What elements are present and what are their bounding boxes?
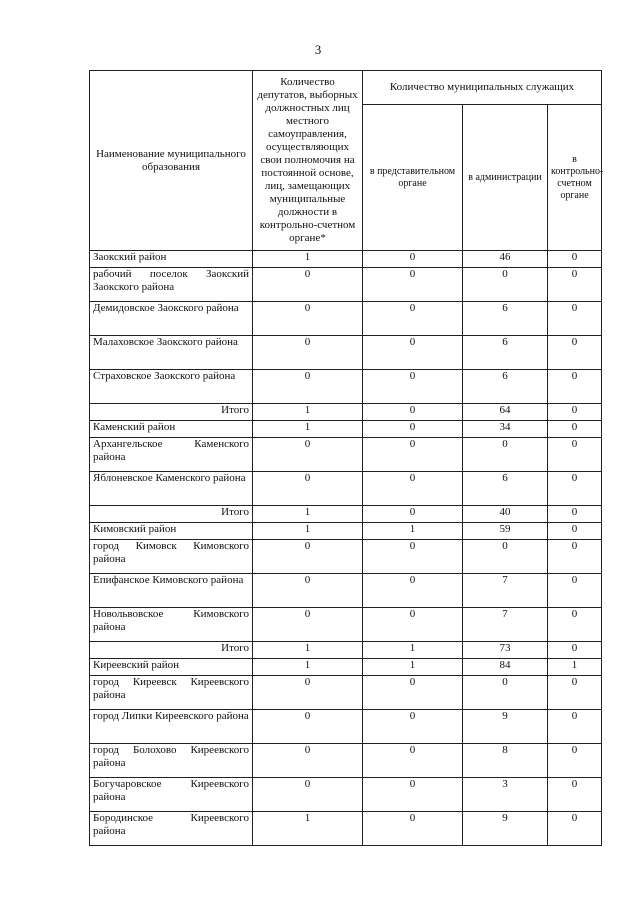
table-row [90,812,602,846]
representative-cell: 0 [363,302,463,336]
control-cell: 0 [548,523,602,540]
deputies-cell: 0 [253,302,363,336]
deputies-cell: 0 [253,540,363,574]
deputies-cell: 1 [253,421,363,438]
administration-cell: 8 [463,744,548,778]
deputies-cell: 0 [253,608,363,642]
table-row [90,438,602,472]
representative-cell: 0 [363,710,463,744]
administration-cell: 64 [463,404,548,421]
municipality-name-cell: Богучаровское Киреевского района [90,778,253,812]
deputies-cell: 0 [253,472,363,506]
municipality-name-cell: город Липки Киреевского района [90,710,253,744]
header-servants-group: Количество муниципальных служащих [363,71,602,105]
municipality-name-cell: Новольвовское Кимовского района [90,608,253,642]
table-row [90,659,602,676]
page-number: 3 [314,42,322,57]
table-row [90,336,602,370]
table-row [90,251,602,268]
control-cell: 0 [548,268,602,302]
deputies-cell: 0 [253,710,363,744]
representative-cell: 0 [363,421,463,438]
total-row [90,642,602,659]
table-row [90,608,602,642]
administration-cell: 73 [463,642,548,659]
municipality-name-cell: город Киреевск Киреевского района [90,676,253,710]
municipality-name-cell: Яблоневское Каменского района [90,472,253,506]
administration-cell: 0 [463,676,548,710]
representative-cell: 0 [363,438,463,472]
control-cell: 0 [548,370,602,404]
administration-cell: 84 [463,659,548,676]
control-cell: 0 [548,404,602,421]
administration-cell: 0 [463,268,548,302]
representative-cell: 1 [363,642,463,659]
table-row [90,676,602,710]
deputies-cell: 0 [253,336,363,370]
control-cell: 0 [548,421,602,438]
administration-cell: 46 [463,251,548,268]
municipality-name-cell: Итого [90,506,253,523]
control-cell: 0 [548,506,602,523]
deputies-cell: 1 [253,812,363,846]
table-row [90,472,602,506]
deputies-cell: 0 [253,778,363,812]
control-cell: 0 [548,744,602,778]
representative-cell: 1 [363,523,463,540]
deputies-cell: 1 [253,659,363,676]
table-body [90,251,602,846]
deputies-cell: 0 [253,370,363,404]
municipality-name-cell: Итого [90,404,253,421]
table-row [90,421,602,438]
header-administration: в администрации [463,105,548,251]
table-row [90,744,602,778]
representative-cell: 0 [363,676,463,710]
header-municipality-name: Наименование муниципального образования [90,71,253,251]
municipality-name-cell: город Кимовск Кимовского района [90,540,253,574]
control-cell: 0 [548,574,602,608]
control-cell: 0 [548,251,602,268]
representative-cell: 0 [363,778,463,812]
representative-cell: 0 [363,336,463,370]
representative-cell: 0 [363,472,463,506]
representative-cell: 0 [363,608,463,642]
municipality-name-cell: Кимовский район [90,523,253,540]
administration-cell: 6 [463,336,548,370]
municipality-name-cell: Итого [90,642,253,659]
municipality-name-cell: Малаховское Заокского района [90,336,253,370]
header-representative-body: в представительном органе [363,105,463,251]
table-row [90,302,602,336]
control-cell: 0 [548,642,602,659]
control-cell: 0 [548,608,602,642]
representative-cell: 0 [363,506,463,523]
representative-cell: 0 [363,404,463,421]
deputies-cell: 0 [253,438,363,472]
representative-cell: 0 [363,574,463,608]
control-cell: 1 [548,659,602,676]
administration-cell: 7 [463,574,548,608]
total-row [90,506,602,523]
representative-cell: 0 [363,812,463,846]
table-row [90,523,602,540]
administration-cell: 59 [463,523,548,540]
administration-cell: 6 [463,302,548,336]
deputies-cell: 0 [253,574,363,608]
table-row [90,710,602,744]
municipality-name-cell: Страховское Заокского района [90,370,253,404]
control-cell: 0 [548,472,602,506]
table-row [90,268,602,302]
administration-cell: 6 [463,370,548,404]
control-cell: 0 [548,676,602,710]
representative-cell: 0 [363,744,463,778]
control-cell: 0 [548,710,602,744]
header-control-body: в контрольно-счетном органе [548,105,602,251]
municipality-name-cell: Каменский район [90,421,253,438]
deputies-cell: 0 [253,744,363,778]
municipality-name-cell: Демидовское Заокского района [90,302,253,336]
municipality-name-cell: город Болохово Киреевского района [90,744,253,778]
control-cell: 0 [548,438,602,472]
administration-cell: 3 [463,778,548,812]
administration-cell: 0 [463,438,548,472]
deputies-cell: 0 [253,676,363,710]
deputies-cell: 0 [253,268,363,302]
representative-cell: 1 [363,659,463,676]
header-deputies-count: Количество депутатов, выборных должностных лиц местного самоуправления, осуществляющих свои полномочия на постоянной основе, лиц, замещающих муниципальные должности в контрольно-счетном органе* [253,71,363,251]
municipality-name-cell: Епифанское Кимовского района [90,574,253,608]
deputies-cell: 1 [253,506,363,523]
administration-cell: 34 [463,421,548,438]
deputies-cell: 1 [253,404,363,421]
deputies-cell: 1 [253,642,363,659]
administration-cell: 9 [463,812,548,846]
control-cell: 0 [548,336,602,370]
table-row [90,778,602,812]
table-row [90,370,602,404]
representative-cell: 0 [363,251,463,268]
control-cell: 0 [548,778,602,812]
representative-cell: 0 [363,370,463,404]
control-cell: 0 [548,540,602,574]
table-row [90,540,602,574]
administration-cell: 7 [463,608,548,642]
municipality-name-cell: Архангельское Каменского района [90,438,253,472]
total-row [90,404,602,421]
municipal-staff-table [89,70,602,846]
administration-cell: 0 [463,540,548,574]
control-cell: 0 [548,812,602,846]
deputies-cell: 1 [253,251,363,268]
administration-cell: 40 [463,506,548,523]
municipality-name-cell: Заокский район [90,251,253,268]
municipality-name-cell: Киреевский район [90,659,253,676]
representative-cell: 0 [363,540,463,574]
municipality-name-cell: рабочий поселок Заокский Заокского района [90,268,253,302]
administration-cell: 9 [463,710,548,744]
control-cell: 0 [548,302,602,336]
municipality-name-cell: Бородинское Киреевского района [90,812,253,846]
administration-cell: 6 [463,472,548,506]
deputies-cell: 1 [253,523,363,540]
table-row [90,574,602,608]
representative-cell: 0 [363,268,463,302]
